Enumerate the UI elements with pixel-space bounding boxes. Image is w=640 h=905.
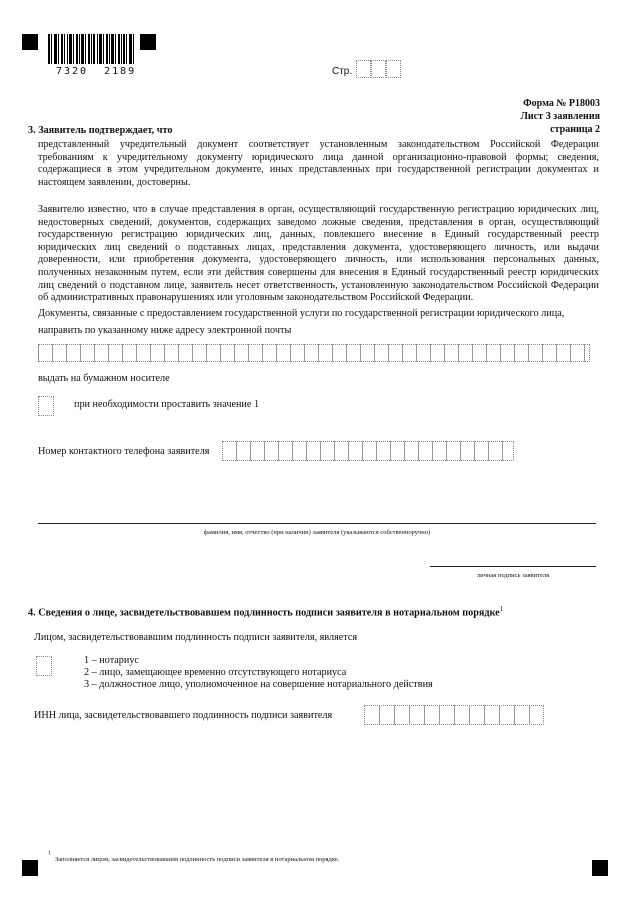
- certifier-type-cell[interactable]: [36, 656, 52, 676]
- documents-line: Документы, связанные с предоставлением государственной услуги по государственной регистрации юридического лица,: [38, 308, 565, 319]
- phone-label: Номер контактного телефона заявителя: [38, 446, 210, 457]
- inn-label: ИНН лица, засвидетельствовавшего подлинность подписи заявителя: [34, 710, 333, 721]
- section-4-footnote-mark: 1: [499, 605, 504, 613]
- inn-field[interactable]: [364, 705, 544, 725]
- footnote-text: Заполняется лицом, засвидетельствовавшим подлинность подписи заявителя в нотариальном порядке.: [55, 856, 340, 863]
- section-3-title: 3. Заявитель подтверждает, что: [28, 125, 173, 136]
- page-number-cells[interactable]: [356, 60, 401, 78]
- footnote-mark: 1: [48, 850, 51, 857]
- paper-option-hint: при необходимости проставить значение 1: [74, 399, 260, 410]
- section-3-paragraph-1: представленный учредительный документ соответствует установленным законодательством Российской Федерации требованиям к учредительному документу юридического лица данной организационно-правовой формы; сведения, содержащиеся в этом учредительном документе, иных представленных при государственной регистрации документах и настоящем заявлении, достоверны.: [38, 139, 599, 188]
- paper-option-label: выдать на бумажном носителе: [38, 373, 170, 384]
- section-4-title-text: 4. Сведения о лице, засвидетельствовавшем подлинность подписи заявителя в нотариальном порядке: [28, 607, 500, 619]
- footnote: [48, 848, 339, 866]
- email-field[interactable]: [38, 344, 590, 362]
- fio-caption: фамилия, имя, отчество (при наличии) заявителя (указываются собственноручно): [203, 529, 431, 536]
- form-number: Форма № Р18003: [523, 98, 600, 109]
- certifier-label: Лицом, засвидетельствовавшим подлинность подписи заявителя, является: [34, 632, 358, 643]
- fio-signature-line: [38, 523, 596, 524]
- phone-field[interactable]: [222, 441, 514, 461]
- section-4-title: [28, 605, 503, 618]
- registration-marker-bottom-left: [22, 860, 38, 876]
- certifier-option-1: 1 – нотариус: [84, 655, 139, 666]
- page-label: Стр.: [332, 66, 353, 77]
- registration-marker-top-left: [22, 34, 38, 50]
- barcode-number: 7320 2189: [56, 66, 137, 77]
- registration-marker-bottom-right: [592, 860, 608, 876]
- signature-caption: личная подпись заявителя: [476, 572, 550, 579]
- certifier-option-3: 3 – должностное лицо, уполномоченное на совершение нотариального действия: [84, 679, 433, 690]
- email-option-label: направить по указанному ниже адресу электронной почты: [38, 325, 292, 336]
- section-3-paragraph-2: Заявителю известно, что в случае представления в орган, осуществляющий государственную регистрацию юридических лиц, недостоверных сведений, документов, содержащих заведомо ложные сведения, представления в орган, осуществляющий государственную регистрацию юридических лиц, данных, повлекшего внесение в Единый государственный реестр юридических лиц сведений о подставных лицах, представления документа, удостоверяющего личность, или выдачи доверенности, или приобретения документа, удостоверяющего личность, или использования персональных данных, полученных незаконным путем, если эти действия совершены для внесения в Единый государственный реестр юридических лиц сведений о подставном лице, заявитель несет ответственность, установленную законодательством Российской Федерации об административных правонарушениях или уголовным законодательством Российской Федерации.: [38, 204, 599, 304]
- registration-marker-top-right: [140, 34, 156, 50]
- page-label-2: страница 2: [550, 124, 600, 135]
- sheet-label: Лист З заявления: [520, 111, 600, 122]
- barcode: [48, 34, 134, 64]
- paper-option-cell[interactable]: [38, 396, 54, 416]
- applicant-signature-line[interactable]: [430, 566, 596, 567]
- certifier-option-2: 2 – лицо, замещающее временно отсутствующего нотариуса: [84, 667, 347, 678]
